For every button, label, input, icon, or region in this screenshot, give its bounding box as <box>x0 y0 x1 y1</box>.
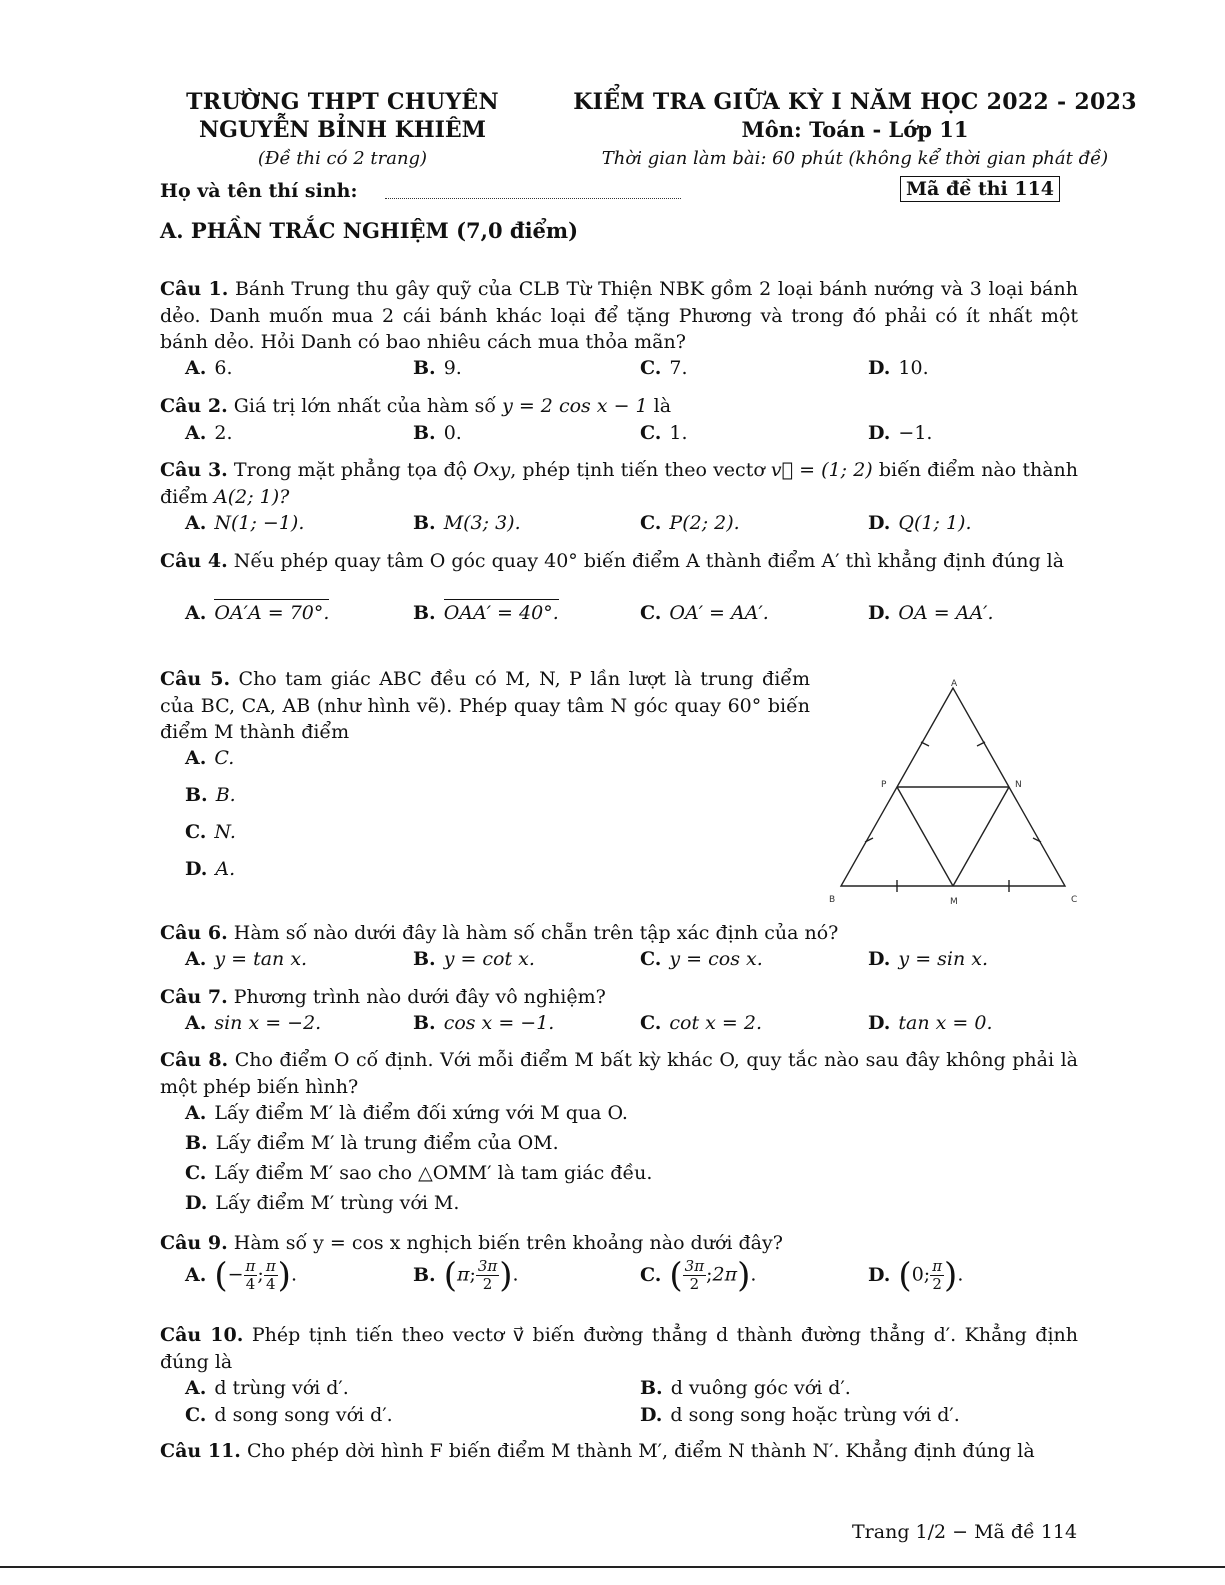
q10-option-b[interactable]: B. d vuông góc với d′. <box>640 1377 851 1399</box>
question-4: Câu 4. Nếu phép quay tâm O góc quay 40° biến điểm A thành điểm A′ thì khẳng định đúng là <box>160 550 1065 572</box>
q9-option-c[interactable]: C. ( $\frac{3\pi}{2}$ ;2π). <box>640 1255 757 1296</box>
q9-option-d[interactable]: D. (0; $\frac{\pi}{2}$ ). <box>868 1255 964 1296</box>
exam-title: KIỂM TRA GIỮA KỲ I NĂM HỌC 2022 - 2023 <box>573 89 1137 115</box>
q7-option-a[interactable]: A. sin x = −2. <box>185 1012 322 1034</box>
q7-option-c[interactable]: C. cot x = 2. <box>640 1012 763 1034</box>
label-p: P <box>881 780 887 790</box>
question-text: Bánh Trung thu gây quỹ của CLB Từ Thiện NBK gồm 2 loại bánh nướng và 3 loại bánh dẻo. Danh muốn mua 2 cái bánh khác loại để tặng Phương và trong đó phải có ít nhất một bánh dẻo. Hỏi Danh có bao nhiêu cách mua thỏa mãn? <box>160 278 1078 353</box>
triangle-figure <box>825 672 1085 908</box>
q5-option-c[interactable]: C. N. <box>185 821 236 843</box>
q4-option-a[interactable]: A. OA′A = 70°. <box>185 600 329 626</box>
tick-mark <box>977 742 985 746</box>
q10-option-c[interactable]: C. d song song với d′. <box>185 1404 393 1426</box>
label-a: A <box>951 679 958 689</box>
q2-option-b[interactable]: B. 0. <box>413 422 462 444</box>
q8-option-b[interactable]: B. Lấy điểm M′ là trung điểm của OM. <box>185 1132 559 1154</box>
q6-option-d[interactable]: D. y = sin x. <box>868 948 989 970</box>
question-9: Câu 9. Hàm số y = cos x nghịch biến trên khoảng nào dưới đây? <box>160 1232 783 1254</box>
student-name-field[interactable] <box>385 198 681 199</box>
section-title: A. PHẦN TRẮC NGHIỆM (7,0 điểm) <box>160 218 579 243</box>
q3-option-a[interactable]: A. N(1; −1). <box>185 512 305 534</box>
question-11: Câu 11. Cho phép dời hình F biến điểm M thành M′, điểm N thành N′. Khẳng định đúng là <box>160 1440 1035 1462</box>
school-name-line1: TRƯỜNG THPT CHUYÊN <box>186 89 499 115</box>
q5-option-b[interactable]: B. B. <box>185 784 236 806</box>
q5-option-a[interactable]: A. C. <box>185 747 235 769</box>
q7-option-b[interactable]: B. cos x = −1. <box>413 1012 555 1034</box>
label-m: M <box>950 897 958 907</box>
school-header <box>160 88 525 174</box>
q3-option-c[interactable]: C. P(2; 2). <box>640 512 740 534</box>
q1-option-c[interactable]: C. 7. <box>640 357 688 379</box>
label-b: B <box>829 895 836 905</box>
q3-option-b[interactable]: B. M(3; 3). <box>413 512 521 534</box>
q4-option-b[interactable]: B. OAA′ = 40°. <box>413 600 559 626</box>
pages-note: (Đề thi có 2 trang) <box>257 148 428 169</box>
time-note: Thời gian làm bài: 60 phút (không kể thời gian phát đề) <box>601 148 1109 169</box>
q2-option-d[interactable]: D. −1. <box>868 422 933 444</box>
segment-pm <box>897 787 953 886</box>
q10-option-d[interactable]: D. d song song hoặc trùng với d′. <box>640 1404 960 1426</box>
q2-option-a[interactable]: A. 2. <box>185 422 233 444</box>
q9-option-a[interactable]: A. (− $\frac{\pi}{4}$ ; $\frac{\pi}{4}$ ). <box>185 1255 297 1296</box>
exam-header <box>545 88 1165 174</box>
q8-option-c[interactable]: C. Lấy điểm M′ sao cho △OMM′ là tam giác đều. <box>185 1162 653 1184</box>
q8-option-a[interactable]: A. Lấy điểm M′ là điểm đối xứng với M qua O. <box>185 1102 628 1124</box>
question-2: Câu 2. Giá trị lớn nhất của hàm số y = 2 cos x − 1 là <box>160 395 672 417</box>
q6-option-b[interactable]: B. y = cot x. <box>413 948 535 970</box>
subject: Môn: Toán - Lớp 11 <box>741 117 969 142</box>
q7-option-d[interactable]: D. tan x = 0. <box>868 1012 993 1034</box>
segment-nm <box>953 787 1009 886</box>
q5-option-d[interactable]: D. A. <box>185 858 236 880</box>
question-10: Câu 10. Phép tịnh tiến theo vectơ v⃗ biến đường thẳng d thành đường thẳng d′. Khẳng định đúng là <box>160 1324 1079 1373</box>
q1-option-a[interactable]: A. 6. <box>185 357 233 379</box>
label-n: N <box>1015 780 1022 790</box>
q4-option-d[interactable]: D. OA = AA′. <box>868 602 994 624</box>
q3-option-d[interactable]: D. Q(1; 1). <box>868 512 972 534</box>
q10-option-a[interactable]: A. d trùng với d′. <box>185 1377 349 1399</box>
question-6: Câu 6. Hàm số nào dưới đây là hàm số chẵn trên tập xác định của nó? <box>160 922 839 944</box>
question-1 <box>160 276 1078 356</box>
tick-mark <box>921 742 929 746</box>
q1-option-d[interactable]: D. 10. <box>868 357 929 379</box>
q6-option-a[interactable]: A. y = tan x. <box>185 948 308 970</box>
q2-option-c[interactable]: C. 1. <box>640 422 688 444</box>
q1-option-b[interactable]: B. 9. <box>413 357 462 379</box>
label-c: C <box>1071 895 1078 905</box>
bottom-divider <box>0 1566 1225 1568</box>
question-3: Câu 3. Trong mặt phẳng tọa độ Oxy, phép tịnh tiến theo vectơ v⃗ = (1; 2) biến điểm nào thành điểm A(2; 1)? <box>160 459 1078 508</box>
page-footer: Trang 1/2 − Mã đề 114 <box>852 1521 1078 1543</box>
q8-option-d[interactable]: D. Lấy điểm M′ trùng với M. <box>185 1192 460 1214</box>
question-8: Câu 8. Cho điểm O cố định. Với mỗi điểm M bất kỳ khác O, quy tắc nào sau đây không phải là một phép biến hình? <box>160 1049 1078 1098</box>
tick-mark <box>1033 838 1041 842</box>
exam-code: Mã đề thi 114 <box>900 176 1060 202</box>
school-name-line2: NGUYỄN BỈNH KHIÊM <box>198 117 487 143</box>
q6-option-c[interactable]: C. y = cos x. <box>640 948 763 970</box>
q9-option-b[interactable]: B. (π; $\frac{3\pi}{2}$ ). <box>413 1255 519 1296</box>
student-name-label: Họ và tên thí sinh: <box>160 180 358 202</box>
question-7: Câu 7. Phương trình nào dưới đây vô nghiệm? <box>160 986 606 1008</box>
q4-option-c[interactable]: C. OA′ = AA′. <box>640 602 769 624</box>
tick-mark <box>865 838 873 842</box>
question-5: Câu 5. Cho tam giác ABC đều có M, N, P lần lượt là trung điểm của BC, CA, AB (như hình vẽ). Phép quay tâm N góc quay 60° biến điểm M thành điểm <box>160 668 811 743</box>
question-label: Câu 1. <box>160 278 229 300</box>
